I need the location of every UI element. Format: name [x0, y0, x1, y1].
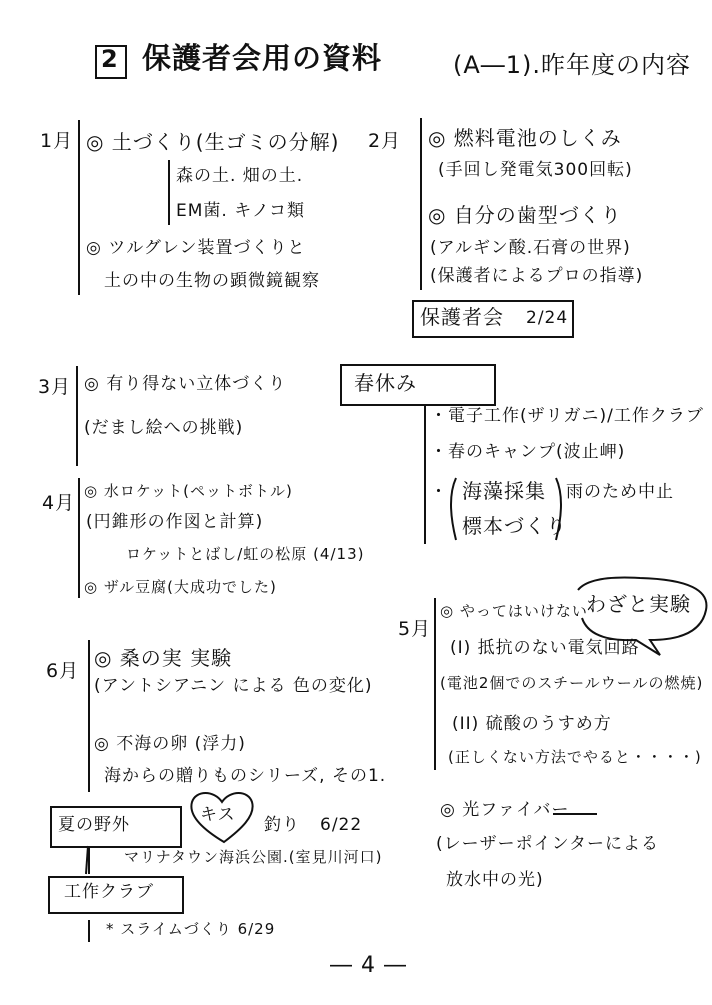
page-subtitle: (A―1).昨年度の内容 — [453, 51, 692, 79]
list-item: 海藻採集 — [462, 479, 546, 503]
bracket-line — [168, 160, 170, 225]
fishing-label: 釣り — [264, 815, 300, 835]
bracket-left — [451, 478, 456, 540]
list-item-continued: (円錐形の作図と計算) — [86, 512, 264, 532]
list-item-continued: 海からの贈りものシリーズ, その1. — [104, 766, 387, 786]
list-item: ◎ やってはいけない — [440, 602, 588, 620]
month-label: 5月 — [398, 618, 432, 640]
craft-club-label: 工作クラブ — [64, 882, 154, 902]
page-title: 保護者会用の資料 — [142, 41, 383, 75]
list-item: ◎ 自分の歯型づくり — [428, 203, 622, 227]
list-item: ・春のキャンプ(波止岬) — [430, 442, 626, 462]
callout-text: わざと実験 — [586, 592, 691, 616]
heart-label: キス — [200, 805, 236, 825]
list-item: ◎ ザル豆腐(大成功でした) — [84, 578, 277, 596]
parents-meeting-label: 保護者会 — [420, 305, 504, 329]
spring-break-label: 春休み — [354, 371, 417, 395]
list-item: ◎ 光ファイバー — [440, 800, 570, 820]
month-label: 1月 — [40, 130, 74, 152]
list-item-continued: 放水中の光) — [446, 870, 544, 890]
list-item-continued: ロケットとばし/虹の松原 (4/13) — [126, 545, 365, 563]
section-divider — [88, 846, 90, 874]
dash-line — [553, 813, 597, 815]
month-label: 4月 — [42, 492, 76, 514]
list-item-continued: (手回し発電気300回転) — [438, 160, 633, 180]
list-subitem: (II) 硫酸のうすめ方 — [452, 714, 612, 734]
month-divider — [434, 598, 436, 770]
page-number: ― 4 ― — [330, 953, 407, 978]
list-item: ◎ 土づくり(生ゴミの分解) — [86, 130, 340, 154]
list-item-continued: (だまし絵への挑戦) — [84, 418, 244, 438]
list-subitem: 森の土. 畑の土. — [176, 166, 304, 186]
list-item: ・電子工作(ザリガニ)/工作クラブ — [430, 406, 704, 426]
section-number: 2 — [101, 45, 118, 73]
list-item: * スライムづくり 6/29 — [106, 920, 276, 938]
month-label: 6月 — [46, 660, 80, 682]
list-item: ◎ 不海の卵 (浮力) — [94, 734, 246, 754]
list-subitem-continued: (正しくない方法でやると・・・・) — [448, 748, 702, 766]
month-divider — [88, 640, 90, 792]
month-divider — [78, 478, 80, 598]
list-item: ◎ ツルグレン装置づくりと — [86, 238, 306, 258]
list-item-continued: (アントシアニン による 色の変化) — [94, 676, 373, 696]
list-item-continued: (アルギン酸.石膏の世界) — [430, 238, 631, 258]
list-subitem: EM菌. キノコ類 — [176, 201, 306, 221]
month-divider — [76, 366, 78, 466]
month-divider — [78, 120, 80, 295]
list-item: ◎ 桑の実 実験 — [94, 646, 233, 670]
list-item: ◎ 燃料電池のしくみ — [428, 126, 622, 150]
month-divider — [420, 118, 422, 290]
event-place: マリナタウン海浜公園.(室見川河口) — [124, 848, 383, 866]
list-item-continued: 土の中の生物の顕微鏡観察 — [104, 271, 320, 291]
month-label: 2月 — [368, 130, 402, 152]
bullet: ・ — [430, 482, 448, 502]
cancel-note: 雨のため中止 — [566, 482, 674, 502]
fishing-date: 6/22 — [320, 815, 363, 835]
list-item: 標本づくり — [462, 514, 567, 538]
month-label: 3月 — [38, 376, 72, 398]
section-divider — [424, 404, 426, 544]
summer-outdoor-label: 夏の野外 — [58, 815, 130, 835]
list-item: ◎ 有り得ない立体づくり — [84, 374, 287, 394]
parents-meeting-date: 2/24 — [526, 308, 569, 328]
section-divider — [88, 920, 90, 942]
list-item: ◎ 水ロケット(ペットボトル) — [84, 482, 293, 500]
list-item-continued: (レーザーポインターによる — [436, 834, 659, 854]
list-subitem-continued: (電池2個でのスチールウールの燃焼) — [440, 674, 704, 692]
list-subitem: (I) 抵抗のない電気回路 — [450, 638, 640, 658]
list-item-continued: (保護者によるプロの指導) — [430, 266, 644, 286]
